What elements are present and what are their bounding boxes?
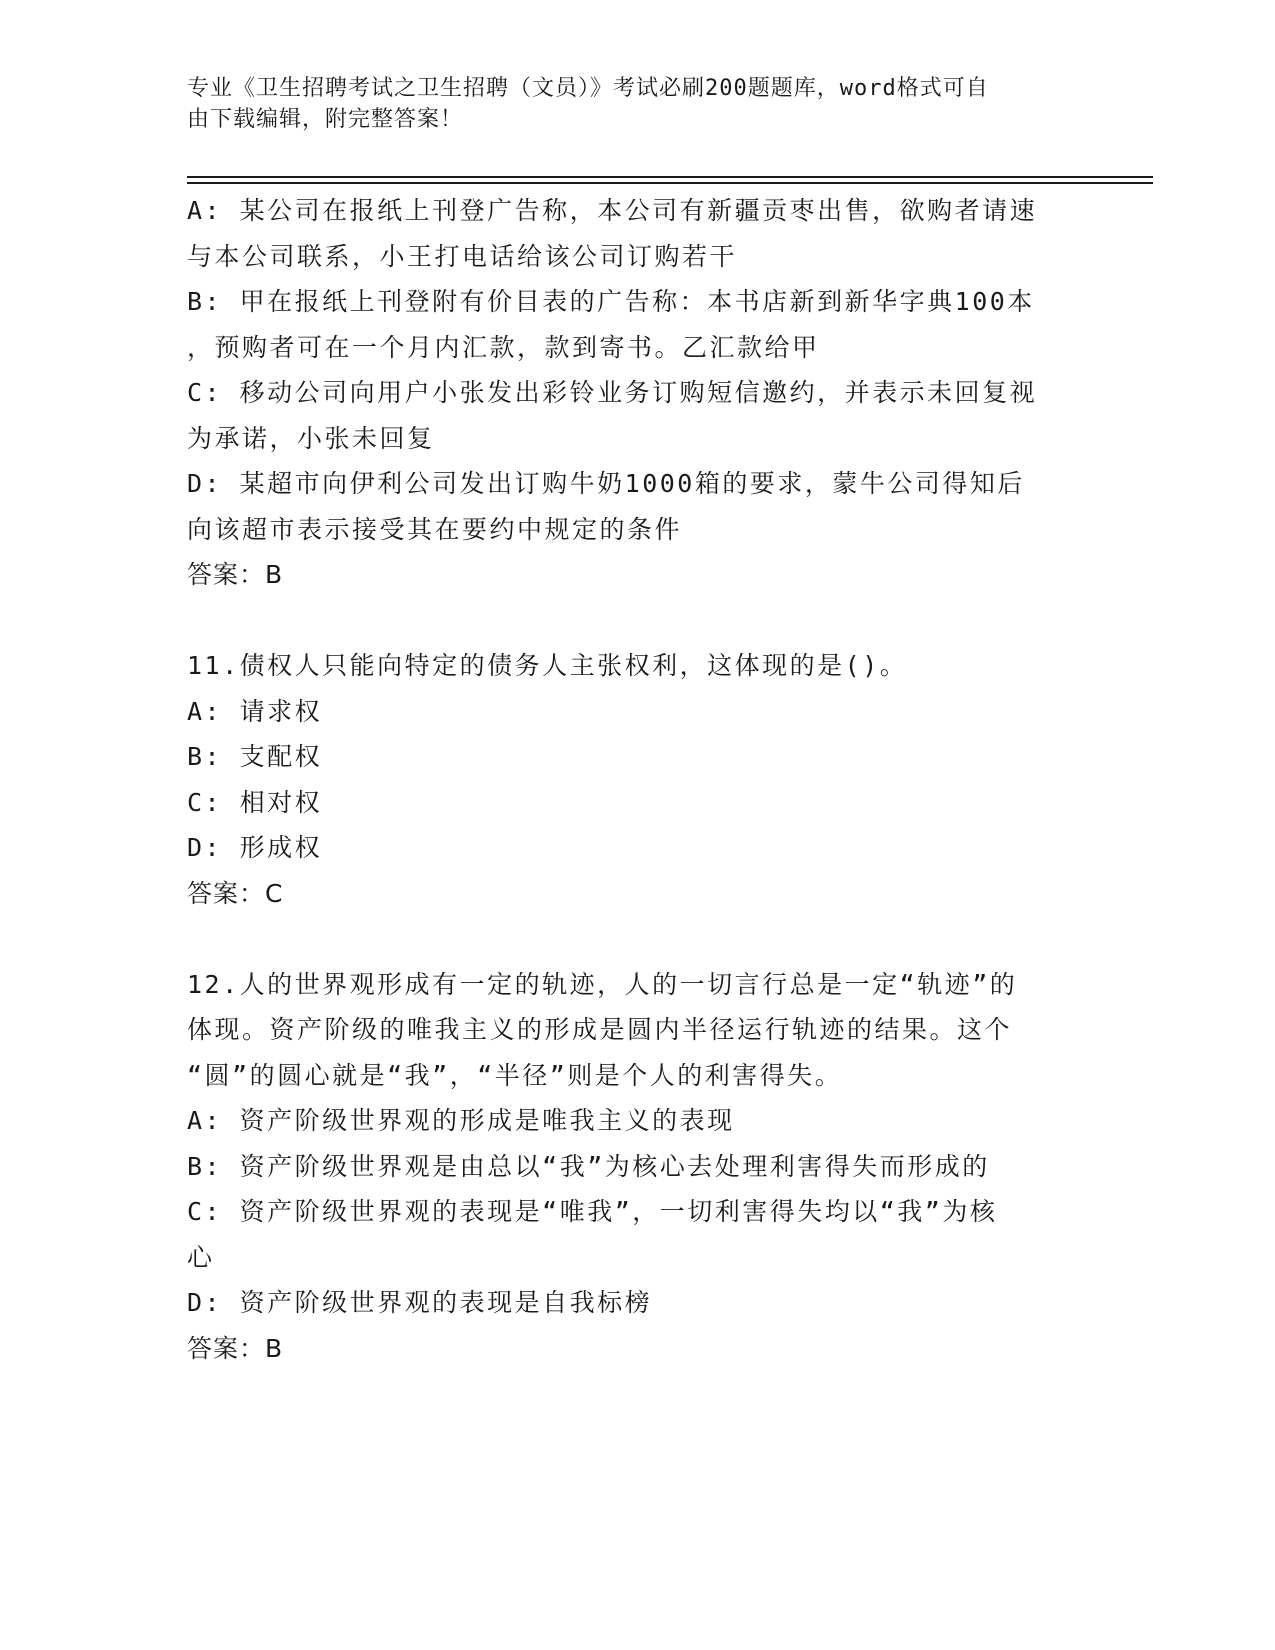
- q11-option-b: B: 支配权: [187, 742, 323, 771]
- q12-answer: 答案：B: [187, 1333, 284, 1363]
- q11-option-d: D: 形成权: [187, 833, 323, 862]
- header-divider-bottom: [187, 182, 1153, 184]
- header-divider-top: [187, 176, 1153, 178]
- header-line-1: 专业《卫生招聘考试之卫生招聘（文员）》考试必刷200题题库，word格式可自: [187, 76, 989, 101]
- question-10-block: [187, 188, 1087, 598]
- q12-option-c-line-1: C: 资产阶级世界观的表现是“唯我”，一切利害得失均以“我”为核: [187, 1197, 998, 1226]
- q11-option-c: C: 相对权: [187, 787, 323, 817]
- q11-answer: 答案：C: [187, 878, 284, 908]
- q10-answer: 答案：B: [187, 560, 284, 589]
- q12-stem-line-1: 12.人的世界观形成有一定的轨迹，人的一切言行总是一定“轨迹”的: [187, 969, 1018, 999]
- q11-stem: 11.债权人只能向特定的债务人主张权利，这体现的是()。: [187, 651, 908, 680]
- q10-option-a-line-1: A: 某公司在报纸上刊登广告称，本公司有新疆贡枣出售，欲购者请速: [187, 196, 1038, 225]
- q11-option-a: A: 请求权: [187, 696, 323, 726]
- q12-option-c-line-2: 心: [187, 1242, 215, 1272]
- q12-option-a: A: 资产阶级世界观的形成是唯我主义的表现: [187, 1106, 735, 1135]
- question-11-block: [187, 643, 1087, 916]
- q12-stem-line-3: “圆”的圆心就是“我”，“半径”则是个人的利害得失。: [187, 1060, 843, 1090]
- q10-option-d-line-2: 向该超市表示接受其在要约中规定的条件: [187, 514, 683, 544]
- header-line-2: 由下载编辑，附完整答案！: [187, 107, 464, 132]
- q12-stem-line-2: 体现。资产阶级的唯我主义的形成是圆内半径运行轨迹的结果。这个: [187, 1015, 1013, 1044]
- q10-option-d-line-1: D: 某超市向伊利公司发出订购牛奶1000箱的要求，蒙牛公司得知后: [187, 469, 1025, 498]
- q10-option-b-line-1: B: 甲在报纸上刊登附有价目表的广告称：本书店新到新华字典100本: [187, 287, 1035, 316]
- question-12-block: [187, 962, 1087, 1372]
- q10-option-b-line-2: ，预购者可在一个月内汇款，款到寄书。乙汇款给甲: [187, 332, 820, 362]
- q10-option-c-line-2: 为承诺，小张未回复: [187, 423, 435, 453]
- q12-option-b: B: 资产阶级世界观是由总以“我”为核心去处理利害得失而形成的: [187, 1151, 990, 1181]
- q10-option-a-line-2: 与本公司联系，小王打电话给该公司订购若干: [187, 241, 738, 271]
- question-content: [187, 188, 1087, 1371]
- spacer: [187, 916, 1087, 962]
- q10-option-c-line-1: C: 移动公司向用户小张发出彩铃业务订购短信邀约，并表示未回复视: [187, 378, 1038, 407]
- document-header: [187, 73, 1067, 135]
- q12-option-d: D: 资产阶级世界观的表现是自我标榜: [187, 1288, 653, 1317]
- spacer: [187, 598, 1087, 644]
